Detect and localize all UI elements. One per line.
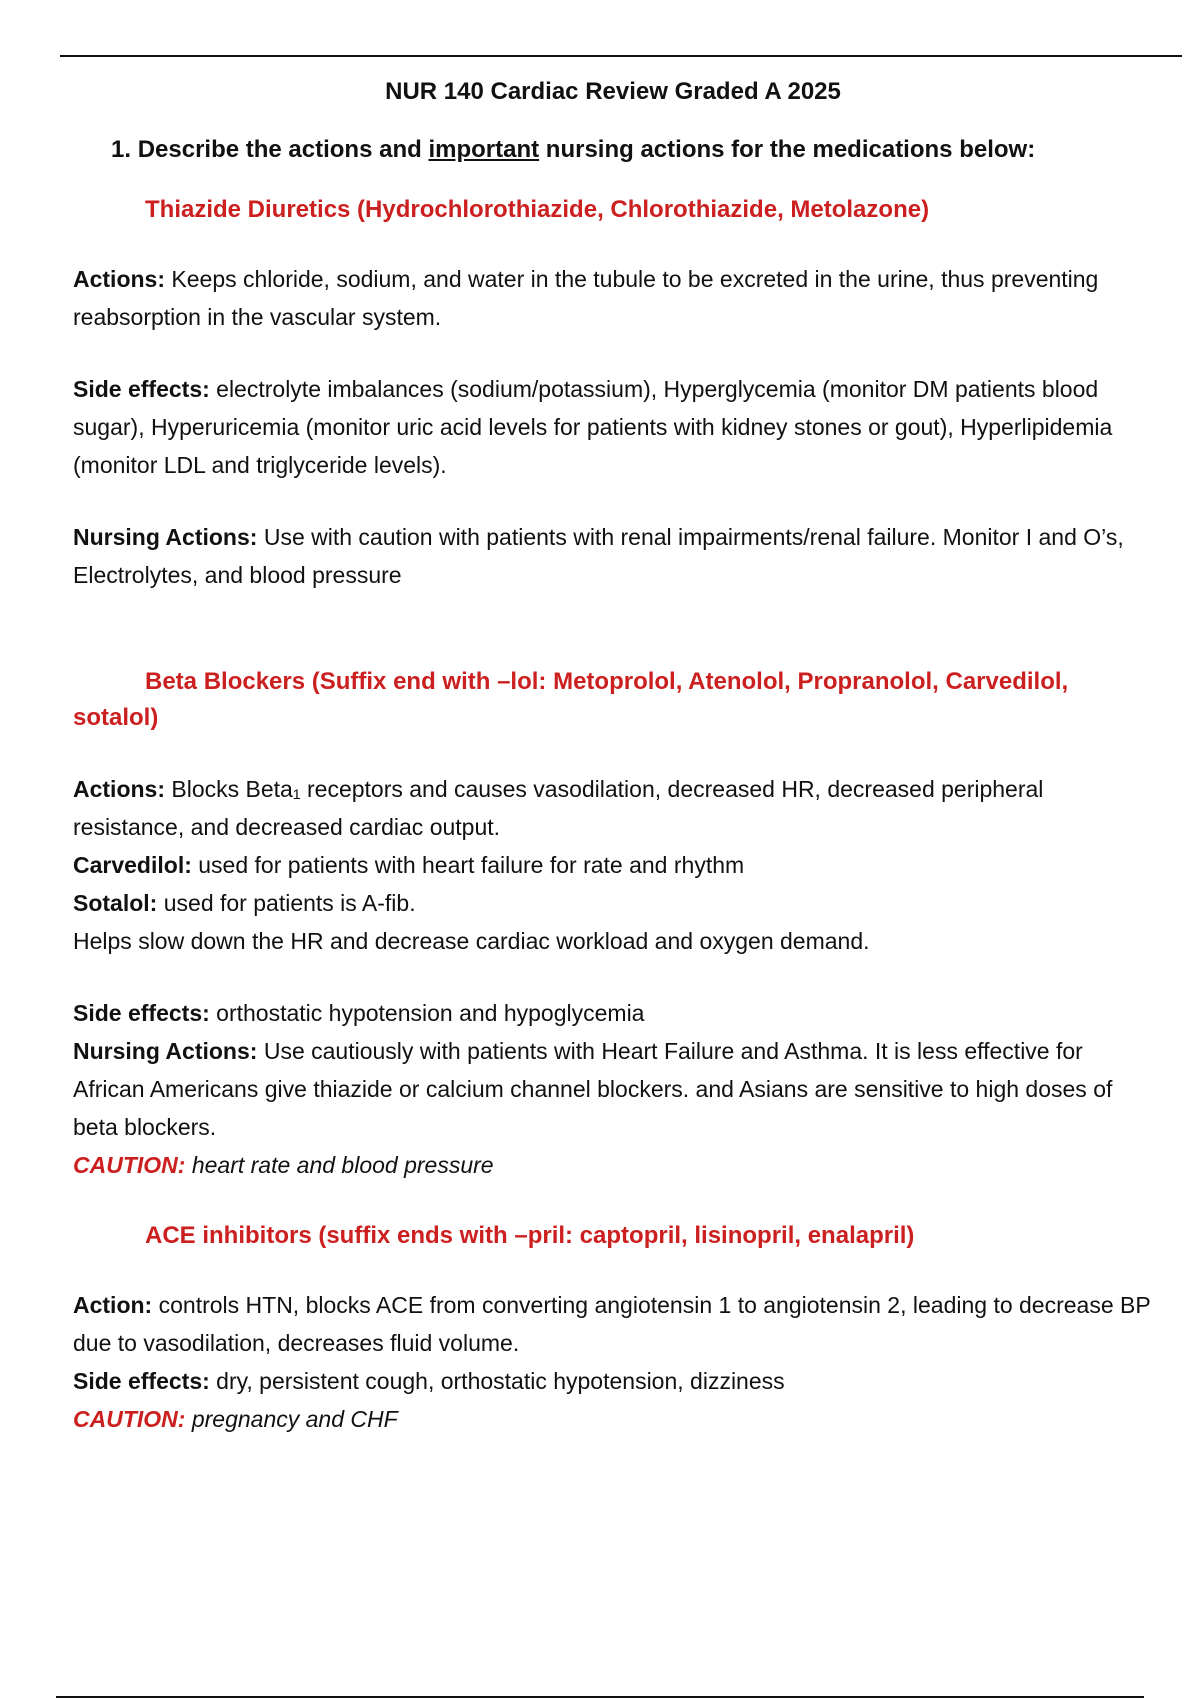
thiazide-heading: Thiazide Diuretics (Hydrochlorothiazide, Chlorothiazide, Metolazone)	[145, 196, 930, 223]
sotalol-text: used for patients is A-fib.	[163, 890, 416, 916]
thiazide-actions-label: Actions:	[73, 266, 165, 292]
ace-caution-text: pregnancy and CHF	[191, 1406, 398, 1432]
question-number: 1.	[111, 136, 132, 163]
question-text-after: nursing actions for the medications below:	[545, 136, 1036, 163]
ace-caution-label: CAUTION:	[73, 1406, 186, 1432]
ace-side-effects	[73, 1362, 1153, 1400]
top-rule	[60, 55, 1182, 57]
document-title: NUR 140 Cardiac Review Graded A 2025	[385, 78, 841, 105]
beta-carvedilol	[73, 846, 1153, 884]
question-underlined-word: important	[428, 136, 540, 163]
thiazide-side-label: Side effects:	[73, 376, 210, 402]
ace-side-text: dry, persistent cough, orthostatic hypotension, dizziness	[216, 1368, 785, 1394]
beta-side-effects	[73, 994, 1153, 1032]
thiazide-side-effects	[73, 370, 1153, 484]
beta-helps: Helps slow down the HR and decrease cardiac workload and oxygen demand.	[73, 928, 870, 954]
thiazide-actions-text: Keeps chloride, sodium, and water in the tubule to be excreted in the urine, thus preventing reabsorption in the vascular system.	[73, 266, 1099, 330]
question-text-before: Describe the actions and	[137, 136, 422, 163]
beta-nursing-text: Use cautiously with patients with Heart Failure and Asthma. It is less effective for African Americans give thiazide or calcium channel blockers. and Asians are sensitive to high doses of beta blockers.	[73, 1038, 1113, 1140]
beta-sotalol	[73, 884, 1153, 922]
beta-heading-line1: Beta Blockers (Suffix end with –lol: Metoprolol, Atenolol, Propranolol, Carvedilol,	[145, 668, 1069, 695]
ace-caution	[73, 1400, 1153, 1438]
ace-action-text: controls HTN, blocks ACE from converting angiotensin 1 to angiotensin 2, leading to decrease BP due to vasodilation, decreases fluid volume.	[73, 1292, 1151, 1356]
beta-nursing-label: Nursing Actions:	[73, 1038, 258, 1064]
bottom-rule	[56, 1696, 1144, 1698]
beta-side-text: orthostatic hypotension and hypoglycemia	[216, 1000, 645, 1026]
carvedilol-text: used for patients with heart failure for rate and rhythm	[198, 852, 745, 878]
thiazide-nursing-label: Nursing Actions:	[73, 524, 258, 550]
thiazide-side-text: electrolyte imbalances (sodium/potassium), Hyperglycemia (monitor DM patients blood sugar), Hyperuricemia (monitor uric acid levels for patients with kidney stones or gout), Hyperlipidemia (monitor LDL and triglyceride levels).	[73, 376, 1113, 478]
beta-actions-label: Actions:	[73, 776, 165, 802]
thiazide-nursing-actions	[73, 518, 1153, 594]
ace-action-label: Action:	[73, 1292, 153, 1318]
ace-inhibitors-heading: ACE inhibitors (suffix ends with –pril: captopril, lisinopril, enalapril)	[145, 1222, 915, 1249]
beta-nursing-actions	[73, 1032, 1153, 1146]
beta-side-label: Side effects:	[73, 1000, 210, 1026]
carvedilol-label: Carvedilol:	[73, 852, 192, 878]
ace-side-label: Side effects:	[73, 1368, 210, 1394]
sotalol-label: Sotalol:	[73, 890, 158, 916]
beta-actions-text: Blocks Beta₁ receptors and causes vasodilation, decreased HR, decreased peripheral resistance, and decreased cardiac output.	[73, 776, 1044, 840]
thiazide-actions	[73, 260, 1153, 336]
beta-blockers-heading	[73, 664, 1153, 736]
beta-caution-label: CAUTION:	[73, 1152, 186, 1178]
beta-heading-line2: sotalol)	[73, 704, 159, 731]
question-heading	[111, 136, 1153, 164]
beta-actions	[73, 770, 1153, 846]
beta-caution	[73, 1146, 1153, 1184]
ace-action	[73, 1286, 1153, 1362]
document-page	[73, 78, 1153, 1438]
beta-caution-text: heart rate and blood pressure	[191, 1152, 494, 1178]
thiazide-nursing-text: Use with caution with patients with renal impairments/renal failure. Monitor I and O’s, Electrolytes, and blood pressure	[73, 524, 1124, 588]
